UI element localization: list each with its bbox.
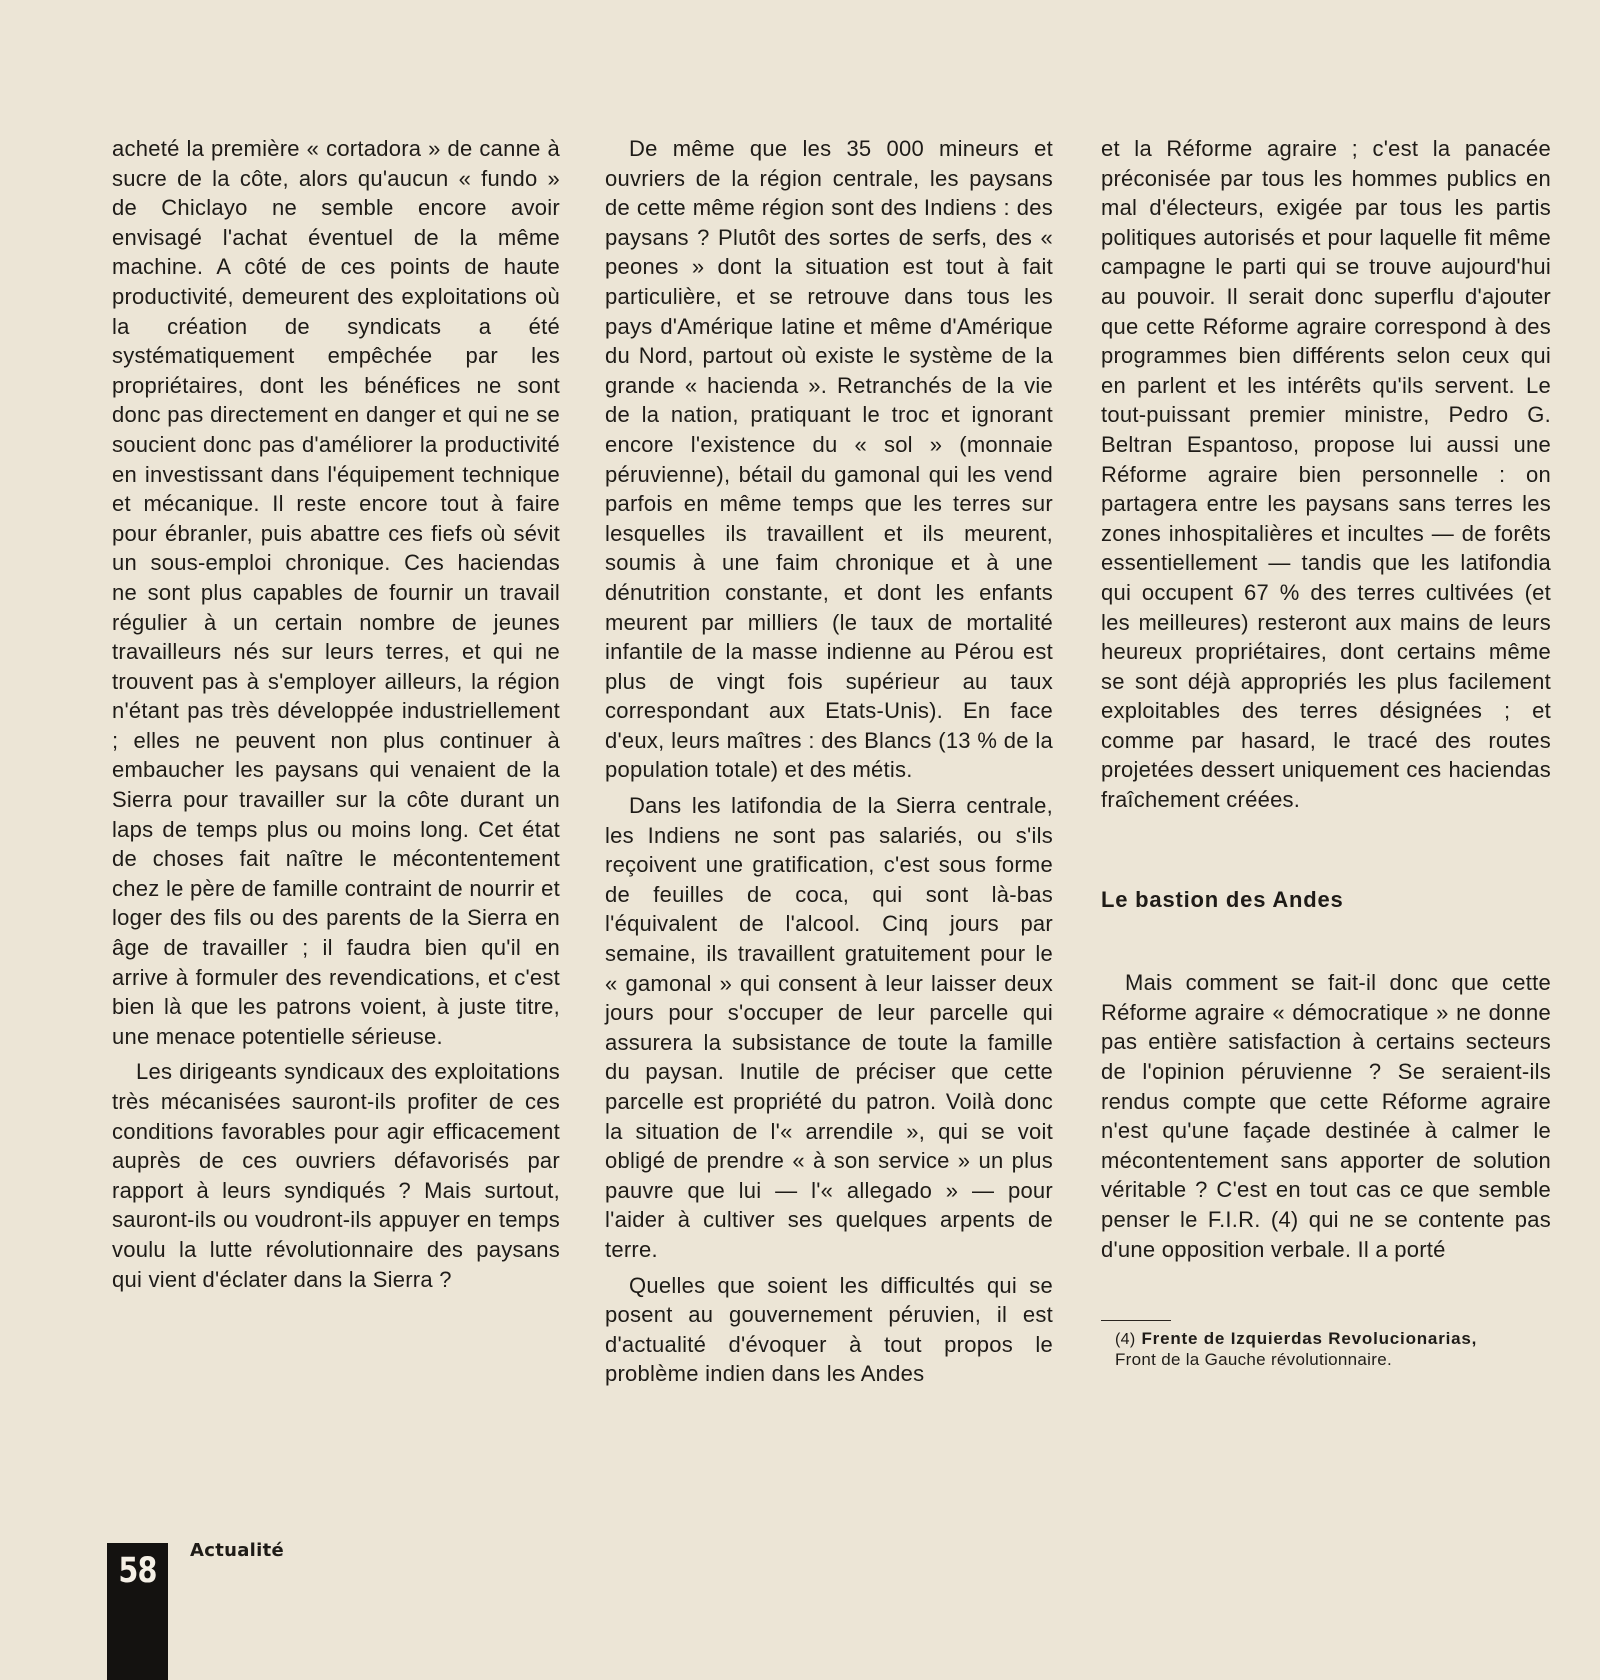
footnote-translation: Front de la Gauche révolutionnaire. [1115, 1350, 1392, 1370]
footnote-number: (4) [1115, 1331, 1136, 1349]
paragraph: Dans les latifondia de la Sierra centrale, les Indiens ne sont pas salariés, ou s'ils reçoivent une gratification, c'est sous forme de feuilles de coca, qui sont là-bas l'équivalent de l'alcool. Cinq jours par semaine, ils travaillent gratuitement pour le « gamonal » qui consent à leur laisser deux jours pour s'occuper de leur parcelle qui assurera la subsistance de toute la famille du paysan. Inutile de préciser que cette parcelle est propriété du patron. Voilà donc la situation de l'« arrendile », qui se voit obligé de prendre « à son service » un plus pauvre que lui — l'« allegado » — pour l'aider à cultiver ses quelques arpents de terre. [605, 793, 1053, 1262]
footnote-divider [1101, 1320, 1171, 1321]
paragraph: et la Réforme agraire ; c'est la panacée préconisée par tous les hommes publics en mal d'électeurs, exigée par tous les partis politiques autorisés et pour laquelle fit même campagne le parti qui se trouve aujourd'hui au pouvoir. Il serait donc superflu d'ajouter que cette Réforme agraire correspond à des programmes bien différents selon ceux qui en parlent et les intérêts qu'ils servent. Le tout-puissant premier ministre, Pedro G. Beltran Espantoso, propose lui aussi une Réforme agraire bien personnelle : on partagera entre les paysans sans terres les zones inhospitalières et incultes — de forêts essentiellement — tandis que les latifondia qui occupent 67 % des terres cultivées (et les meilleures) resteront aux mains de leurs heureux propriétaires, dont certains même se sont déjà appropriés les plus facilement exploitables des terres désignées ; et comme par hasard, le tracé des routes projetées dessert uniquement ces haciendas fraîchement créées. [1101, 136, 1551, 813]
article-column-1 [112, 134, 560, 1294]
paragraph: De même que les 35 000 mineurs et ouvriers de la région centrale, les paysans de cette même région sont des Indiens : des paysans ? Plutôt des sortes de serfs, des « peones » dont la situation est tout à fait particulière, et se retrouve dans tous les pays d'Amérique latine et même d'Amérique du Nord, partout où existe le système de la grande « hacienda ». Retranchés de la vie de la nation, pratiquant le troc et ignorant encore l'existence du « sol » (monnaie péruvienne), bétail du gamonal qui les vend parfois en même temps que les terres sur lesquelles ils travaillent et ils meurent, soumis à une faim chronique et à une dénutrition constante, et dont les enfants meurent par milliers (le taux de mortalité infantile de la masse indienne au Pérou est plus de vingt fois supérieur au taux correspondant aux Etats-Unis). En face d'eux, leurs maîtres : des Blancs (13 % de la population totale) et des métis. [605, 136, 1053, 783]
paragraph: Les dirigeants syndicaux des exploitations très mécanisées sauront-ils profiter de ces conditions favorables pour agir efficacement auprès de ces ouvriers défavorisés par rapport à leurs syndiqués ? Mais surtout, sauront-ils ou voudront-ils appuyer en temps voulu la lutte révolutionnaire des paysans qui vient d'éclater dans la Sierra ? [112, 1059, 560, 1292]
paragraph: Quelles que soient les difficultés qui se posent au gouvernement péruvien, il est d'actualité d'évoquer à tout propos le problème indien dans les Andes [605, 1272, 1053, 1387]
section-label: Actualité [190, 1540, 285, 1561]
page-number-block [107, 1543, 168, 1680]
paragraph: acheté la première « cortadora » de canne à sucre de la côte, alors qu'aucun « fundo » de Chiclayo ne semble encore avoir envisagé l'achat éventuel de la même machine. A côté de ces points de haute productivité, demeurent des exploitations où la création de syndicats a été systématiquement empêchée par les propriétaires, dont les bénéfices ne sont donc pas directement en danger et qui ne se soucient donc pas d'améliorer la productivité en investissant dans l'équipement technique et mécanique. Il reste encore tout à faire pour ébranler, puis abattre ces fiefs où sévit un sous-emploi chronique. Ces haciendas ne sont plus capables de fournir un travail régulier à un certain nombre de jeunes travailleurs nés sur leurs terres, et qui ne trouvent pas à s'employer ailleurs, la région n'étant pas très développée industriellement ; elles ne peuvent non plus continuer à embaucher les paysans qui venaient de la Sierra pour travailler sur la côte durant un laps de temps plus ou moins long. Cet état de choses fait naître le mécontentement chez le père de famille contraint de nourrir et loger des fils ou des parents de la Sierra en âge de travailler ; il faudra bien qu'il en arrive à formuler des revendications, et c'est bien là que les patrons voient, à juste titre, une menace potentielle sérieuse. [112, 136, 560, 1049]
article-column-3 [1101, 134, 1551, 1370]
paragraph: Mais comment se fait-il donc que cette Réforme agraire « démocratique » ne donne pas entière satisfaction à certains secteurs de l'opinion péruvienne ? Se seraient-ils rendus compte que cette Réforme agraire n'est qu'une façade destinée à calmer le mécontentement sans apporter de solution véritable ? C'est en tout cas ce que semble penser le F.I.R. (4) qui ne se contente pas d'une opposition verbale. Il a porté [1101, 970, 1551, 1262]
section-subheading: Le bastion des Andes [1101, 886, 1344, 912]
footnote-title: Frente de Izquierdas Revolucionarias, [1141, 1329, 1478, 1349]
page-number: 58 [118, 1551, 157, 1591]
footnote [1101, 1329, 1551, 1370]
article-column-2 [605, 134, 1053, 1389]
